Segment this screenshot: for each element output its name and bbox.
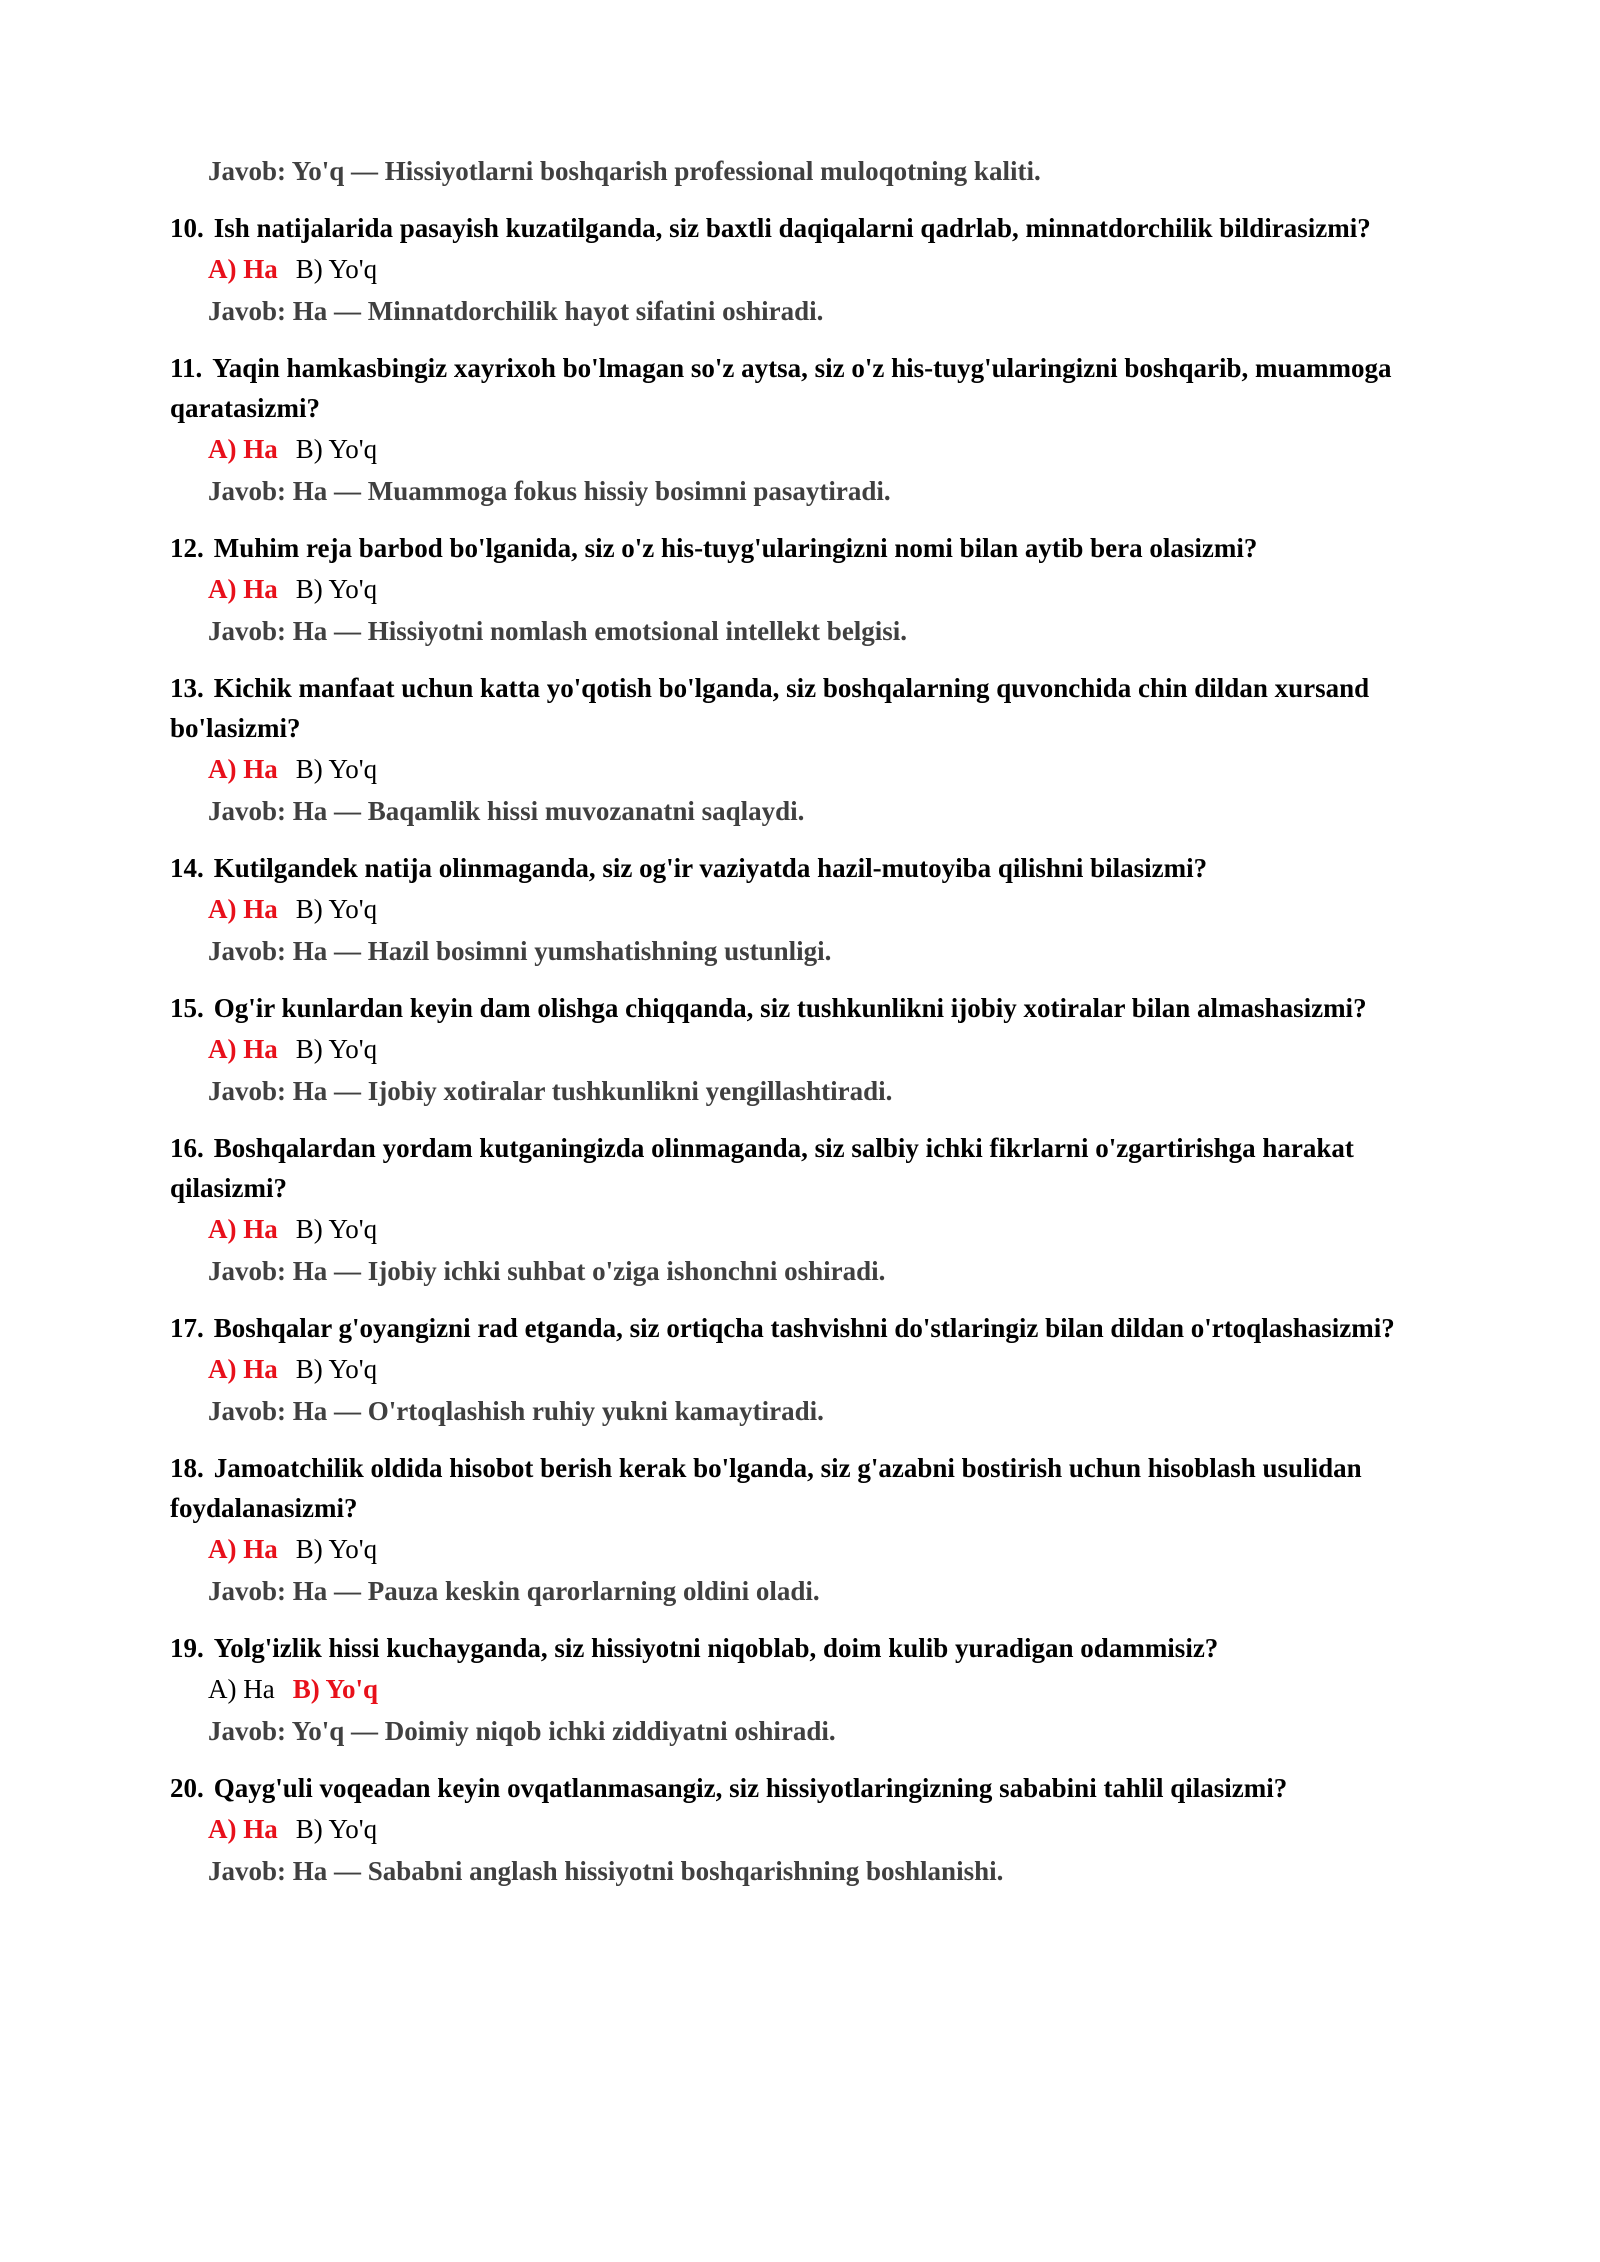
question-item [170, 1768, 1440, 1892]
answer-options [208, 1808, 1440, 1850]
question-text [170, 1308, 1440, 1348]
option-b: B) Yo'q [295, 574, 378, 604]
question-item [170, 668, 1440, 832]
option-b: B) Yo'q [295, 1214, 378, 1244]
question-number: 19. [170, 1633, 204, 1663]
question-list [170, 208, 1440, 1892]
question-item [170, 1628, 1440, 1752]
option-a: A) Ha [208, 1814, 278, 1844]
answer-line: Javob: Yo'q — Doimiy niqob ichki ziddiyatni oshiradi. [208, 1716, 836, 1746]
question-text [170, 668, 1440, 748]
question-text [170, 988, 1440, 1028]
question-body: Muhim reja barbod bo'lganida, siz o'z his-tuyg'ularingizni nomi bilan aytib bera olasizmi? [213, 533, 1258, 563]
document-content [170, 150, 1440, 1892]
question-number: 16. [170, 1133, 204, 1163]
question-body: Boshqalar g'oyangizni rad etganda, siz ortiqcha tashvishni do'stlaringiz bilan dildan o'rtoqlashasizmi? [213, 1313, 1395, 1343]
answer-line: Javob: Yo'q — Hissiyotlarni boshqarish professional muloqotning kaliti. [208, 156, 1041, 186]
option-b: B) Yo'q [295, 1354, 378, 1384]
answer-line: Javob: Ha — Minnatdorchilik hayot sifatini oshiradi. [208, 296, 824, 326]
option-b: B) Yo'q [295, 754, 378, 784]
option-b: B) Yo'q [295, 254, 378, 284]
question-body: Jamoatchilik oldida hisobot berish kerak bo'lganda, siz g'azabni bostirish uchun hisoblash usulidan foydalanasizmi? [170, 1453, 1362, 1523]
question-body: Boshqalardan yordam kutganingizda olinmaganda, siz salbiy ichki fikrlarni o'zgartirishga harakat qilasizmi? [170, 1133, 1354, 1203]
question-body: Yaqin hamkasbingiz xayrixoh bo'lmagan so'z aytsa, siz o'z his-tuyg'ularingizni boshqarib, muammoga qaratasizmi? [170, 353, 1392, 423]
answer-options [208, 1208, 1440, 1250]
option-a: A) Ha [208, 1214, 278, 1244]
question-item [170, 1448, 1440, 1612]
answer-options [208, 1668, 1440, 1710]
answer-options [208, 568, 1440, 610]
question-body: Yolg'izlik hissi kuchayganda, siz hissiyotni niqoblab, doim kulib yuradigan odammisiz? [213, 1633, 1219, 1663]
option-a: A) Ha [208, 1534, 278, 1564]
question-body: Kichik manfaat uchun katta yo'qotish bo'lganda, siz boshqalarning quvonchida chin dildan xursand bo'lasizmi? [170, 673, 1370, 743]
answer-options [208, 748, 1440, 790]
option-b: B) Yo'q [295, 434, 378, 464]
question-item [170, 1128, 1440, 1292]
option-a: A) Ha [208, 1674, 275, 1704]
question-number: 20. [170, 1773, 204, 1803]
option-b: B) Yo'q [295, 1034, 378, 1064]
answer-line: Javob: Ha — O'rtoqlashish ruhiy yukni kamaytiradi. [208, 1396, 824, 1426]
question-body: Ish natijalarida pasayish kuzatilganda, siz baxtli daqiqalarni qadrlab, minnatdorchilik bildirasizmi? [213, 213, 1371, 243]
question-number: 18. [170, 1453, 204, 1483]
option-a: A) Ha [208, 434, 278, 464]
question-item [170, 208, 1440, 332]
question-item [170, 848, 1440, 972]
question-number: 12. [170, 533, 204, 563]
answer-options [208, 1028, 1440, 1070]
question-text [170, 1768, 1440, 1808]
option-a: A) Ha [208, 254, 278, 284]
answer-options [208, 1348, 1440, 1390]
option-a: A) Ha [208, 1034, 278, 1064]
question-number: 11. [170, 353, 203, 383]
answer-line: Javob: Ha — Muammoga fokus hissiy bosimni pasaytiradi. [208, 476, 891, 506]
option-b: B) Yo'q [295, 1814, 378, 1844]
answer-line: Javob: Ha — Hazil bosimni yumshatishning ustunligi. [208, 936, 832, 966]
option-b: B) Yo'q [295, 1534, 378, 1564]
answer-options [208, 888, 1440, 930]
answer-line: Javob: Ha — Ijobiy xotiralar tushkunlikni yengillashtiradi. [208, 1076, 893, 1106]
question-text [170, 1628, 1440, 1668]
answer-line: Javob: Ha — Baqamlik hissi muvozanatni saqlaydi. [208, 796, 805, 826]
question-number: 14. [170, 853, 204, 883]
question-number: 15. [170, 993, 204, 1023]
option-b: B) Yo'q [295, 894, 378, 924]
question-text [170, 1128, 1440, 1208]
answer-options [208, 428, 1440, 470]
question-body: Og'ir kunlardan keyin dam olishga chiqqanda, siz tushkunlikni ijobiy xotiralar bilan almashasizmi? [213, 993, 1367, 1023]
answer-line: Javob: Ha — Hissiyotni nomlash emotsional intellekt belgisi. [208, 616, 908, 646]
option-a: A) Ha [208, 1354, 278, 1384]
question-number: 17. [170, 1313, 204, 1343]
question-number: 10. [170, 213, 204, 243]
option-a: A) Ha [208, 754, 278, 784]
answer-line: Javob: Ha — Ijobiy ichki suhbat o'ziga ishonchni oshiradi. [208, 1256, 886, 1286]
question-body: Kutilgandek natija olinmaganda, siz og'ir vaziyatda hazil-mutoyiba qilishni bilasizmi? [213, 853, 1208, 883]
question-number: 13. [170, 673, 204, 703]
question-item [170, 988, 1440, 1112]
question-text [170, 1448, 1440, 1528]
answer-line: Javob: Ha — Sababni anglash hissiyotni boshqarishning boshlanishi. [208, 1856, 1004, 1886]
answer-options [208, 248, 1440, 290]
option-a: A) Ha [208, 574, 278, 604]
question-text [170, 208, 1440, 248]
question-text [170, 528, 1440, 568]
question-text [170, 848, 1440, 888]
option-b: B) Yo'q [292, 1674, 379, 1704]
answer-line: Javob: Ha — Pauza keskin qarorlarning oldini oladi. [208, 1576, 820, 1606]
question-item [170, 348, 1440, 512]
question-item [170, 528, 1440, 652]
question-body: Qayg'uli voqeadan keyin ovqatlanmasangiz, siz hissiyotlaringizning sababini tahlil qilasizmi? [213, 1773, 1288, 1803]
question-text [170, 348, 1440, 428]
answer-options [208, 1528, 1440, 1570]
option-a: A) Ha [208, 894, 278, 924]
question-item [170, 1308, 1440, 1432]
